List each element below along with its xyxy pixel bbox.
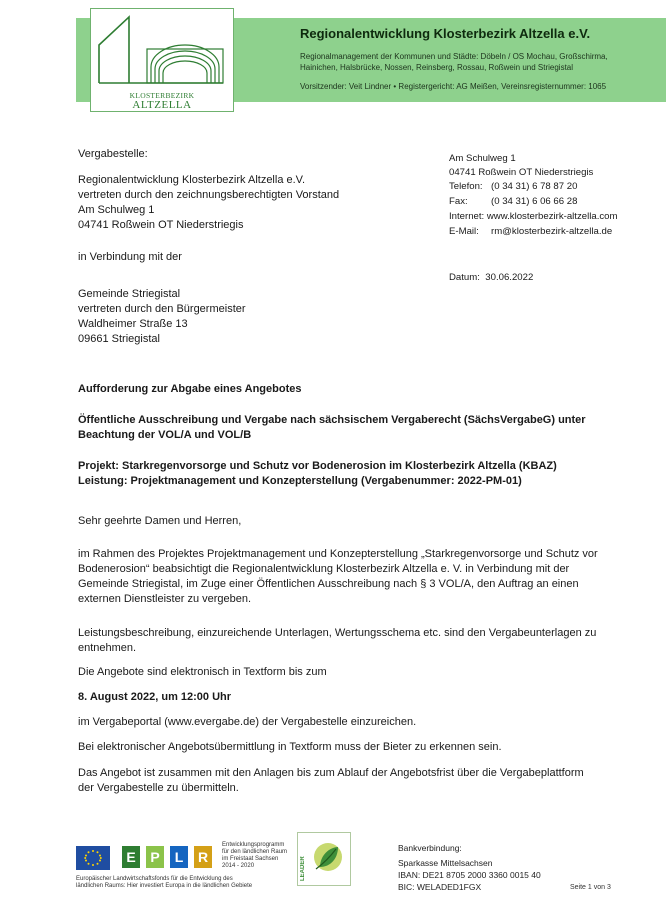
eplr-letter-p: P (146, 846, 164, 868)
vergabestelle-label: Vergabestelle: (78, 148, 148, 160)
paragraph-documents-line: Leistungsbeschreibung, einzureichende Unterlagen, Wertungsschema etc. sind den Vergabeunterlagen zu (78, 627, 597, 639)
leader-label: LEADER (300, 856, 306, 881)
paragraph-deadline-line: der Vergabestelle zu übermitteln. (78, 782, 239, 794)
bank-iban: IBAN: DE21 8705 2000 3360 0015 40 (398, 870, 541, 880)
contact-city: 04741 Roßwein OT Niederstriegis (449, 167, 594, 178)
address-connector: in Verbindung mit der (78, 251, 182, 263)
phone-value: (0 34 31) 6 78 87 20 (491, 181, 578, 192)
partner-line-2: vertreten durch den Bürgermeister (78, 303, 246, 315)
org-title: Regionalentwicklung Klosterbezirk Altzella e.V. (300, 26, 591, 41)
org-logo (90, 8, 234, 112)
eplr-desc-line: 2014 - 2020 (222, 863, 255, 869)
eu-fund-note (76, 876, 252, 890)
eu-fund-line: ländlichen Raums: Hier investiert Europa in die ländlichen Gebiete (76, 883, 253, 889)
heading-project: Projekt: Starkregenvorsorge und Schutz vor Bodenerosion im Klosterbezirk Altzella (KBAZ) (78, 460, 557, 472)
eplr-letter-l: L (170, 846, 188, 868)
paragraph-intro-line: Gemeinde Striegistal, im Zuge einer Öffentlichen Ausschreibung nach § 3 VOL/A, den Auftrag an einen (78, 578, 579, 590)
address-line-3: Am Schulweg 1 (78, 204, 155, 216)
phone-label: Telefon: (449, 181, 483, 192)
heading-service: Leistung: Projektmanagement und Konzepterstellung (Vergabenummer: 2022-PM-01) (78, 475, 522, 487)
partner-line-1: Gemeinde Striegistal (78, 288, 181, 300)
logo-text-line2: ALTZELLA (132, 99, 192, 111)
partner-line-3: Waldheimer Straße 13 (78, 318, 188, 330)
heading-procedure-line-1: Öffentliche Ausschreibung und Vergabe nach sächsischem Vergaberecht (SächsVergabeG) unter (78, 414, 586, 426)
partner-line-4: 09661 Striegistal (78, 333, 160, 345)
bank-label: Bankverbindung: (398, 843, 462, 853)
paragraph-documents-line: entnehmen. (78, 642, 137, 654)
eu-flag-icon (76, 846, 110, 870)
date-label: Datum: (449, 272, 480, 283)
internet-label: Internet: (449, 211, 485, 222)
eplr-desc-line: für den ländlichen Raum (222, 849, 288, 855)
eu-fund-line: Europäischer Landwirtschaftsfonds für die Entwicklung des (76, 876, 233, 882)
leader-logo (297, 832, 351, 886)
contact-street: Am Schulweg 1 (449, 153, 516, 164)
email-link[interactable]: rm@klosterbezirk-altzella.de (491, 226, 613, 237)
eplr-desc-line: Entwicklungsprogramm (222, 842, 285, 848)
eplr-desc-line: im Freistaat Sachsen (222, 856, 279, 862)
contact-phone (449, 180, 577, 194)
paragraph-intro-line: Bodenerosion“ beabsichtigt die Regionalentwicklung Klosterbezirk Altzella e. V. in Verbindung mit der (78, 563, 570, 575)
contact-fax (449, 195, 577, 209)
deadline: 8. August 2022, um 12:00 Uhr (78, 691, 232, 703)
salutation: Sehr geehrte Damen und Herren, (78, 515, 242, 527)
logo-text-line1: KLOSTERBEZIRK (129, 91, 195, 100)
paragraph-submission: Die Angebote sind elektronisch in Textform bis zum (78, 666, 327, 678)
header-subline-1: Regionalmanagement der Kommunen und Städte: Döbeln / OS Mochau, Großschirma, (300, 52, 608, 61)
fax-label: Fax: (449, 196, 468, 207)
paragraph-identification: Bei elektronischer Angebotsübermittlung in Textform muss der Bieter zu erkennen sein. (78, 741, 502, 753)
paragraph-documents (78, 626, 638, 656)
paragraph-intro-line: im Rahmen des Projektes Projektmanagement und Konzepterstellung „Starkregenvorsorge und Schutz vor (78, 548, 598, 560)
eplr-letter-r: R (194, 846, 212, 868)
address-line-1: Regionalentwicklung Klosterbezirk Altzella e.V. (78, 174, 306, 186)
heading-procedure-line-2: Beachtung der VOL/A und VOL/B (78, 429, 252, 441)
page-number: Seite 1 von 3 (570, 884, 611, 891)
fax-value: (0 34 31) 6 06 66 28 (491, 196, 578, 207)
address-line-2: vertreten durch den zeichnungsberechtigten Vorstand (78, 189, 340, 201)
internet-link[interactable]: www.klosterbezirk-altzella.com (486, 211, 618, 222)
contact-email (449, 225, 612, 239)
email-label: E-Mail: (449, 226, 479, 237)
paragraph-portal: im Vergabeportal (www.evergabe.de) der Vergabestelle einzureichen. (78, 716, 417, 728)
paragraph-intro-line: externen Dienstleister zu vergeben. (78, 593, 252, 605)
heading-request: Aufforderung zur Abgabe eines Angebotes (78, 383, 302, 395)
eplr-letter-e: E (122, 846, 140, 868)
address-line-4: 04741 Roßwein OT Niederstriegis (78, 219, 244, 231)
eplr-description (222, 842, 287, 870)
date-value: 30.06.2022 (485, 272, 534, 283)
header-subline-2: Hainichen, Halsbrücke, Nossen, Reinsberg, Rossau, Roßwein und Striegistal (300, 63, 574, 72)
bank-name: Sparkasse Mittelsachsen (398, 858, 493, 868)
contact-internet (449, 210, 618, 224)
letter-date (449, 271, 533, 285)
paragraph-deadline-line: Das Angebot ist zusammen mit den Anlagen bis zum Ablauf der Angebotsfrist über die Vergabeplattform (78, 767, 584, 779)
paragraph-deadline-platform (78, 766, 638, 796)
paragraph-intro (78, 547, 638, 607)
header-subline-3: Vorsitzender: Veit Lindner • Registergericht: AG Meißen, Vereinsregisternummer: 1065 (300, 82, 607, 91)
bank-bic: BIC: WELADED1FGX (398, 882, 482, 892)
